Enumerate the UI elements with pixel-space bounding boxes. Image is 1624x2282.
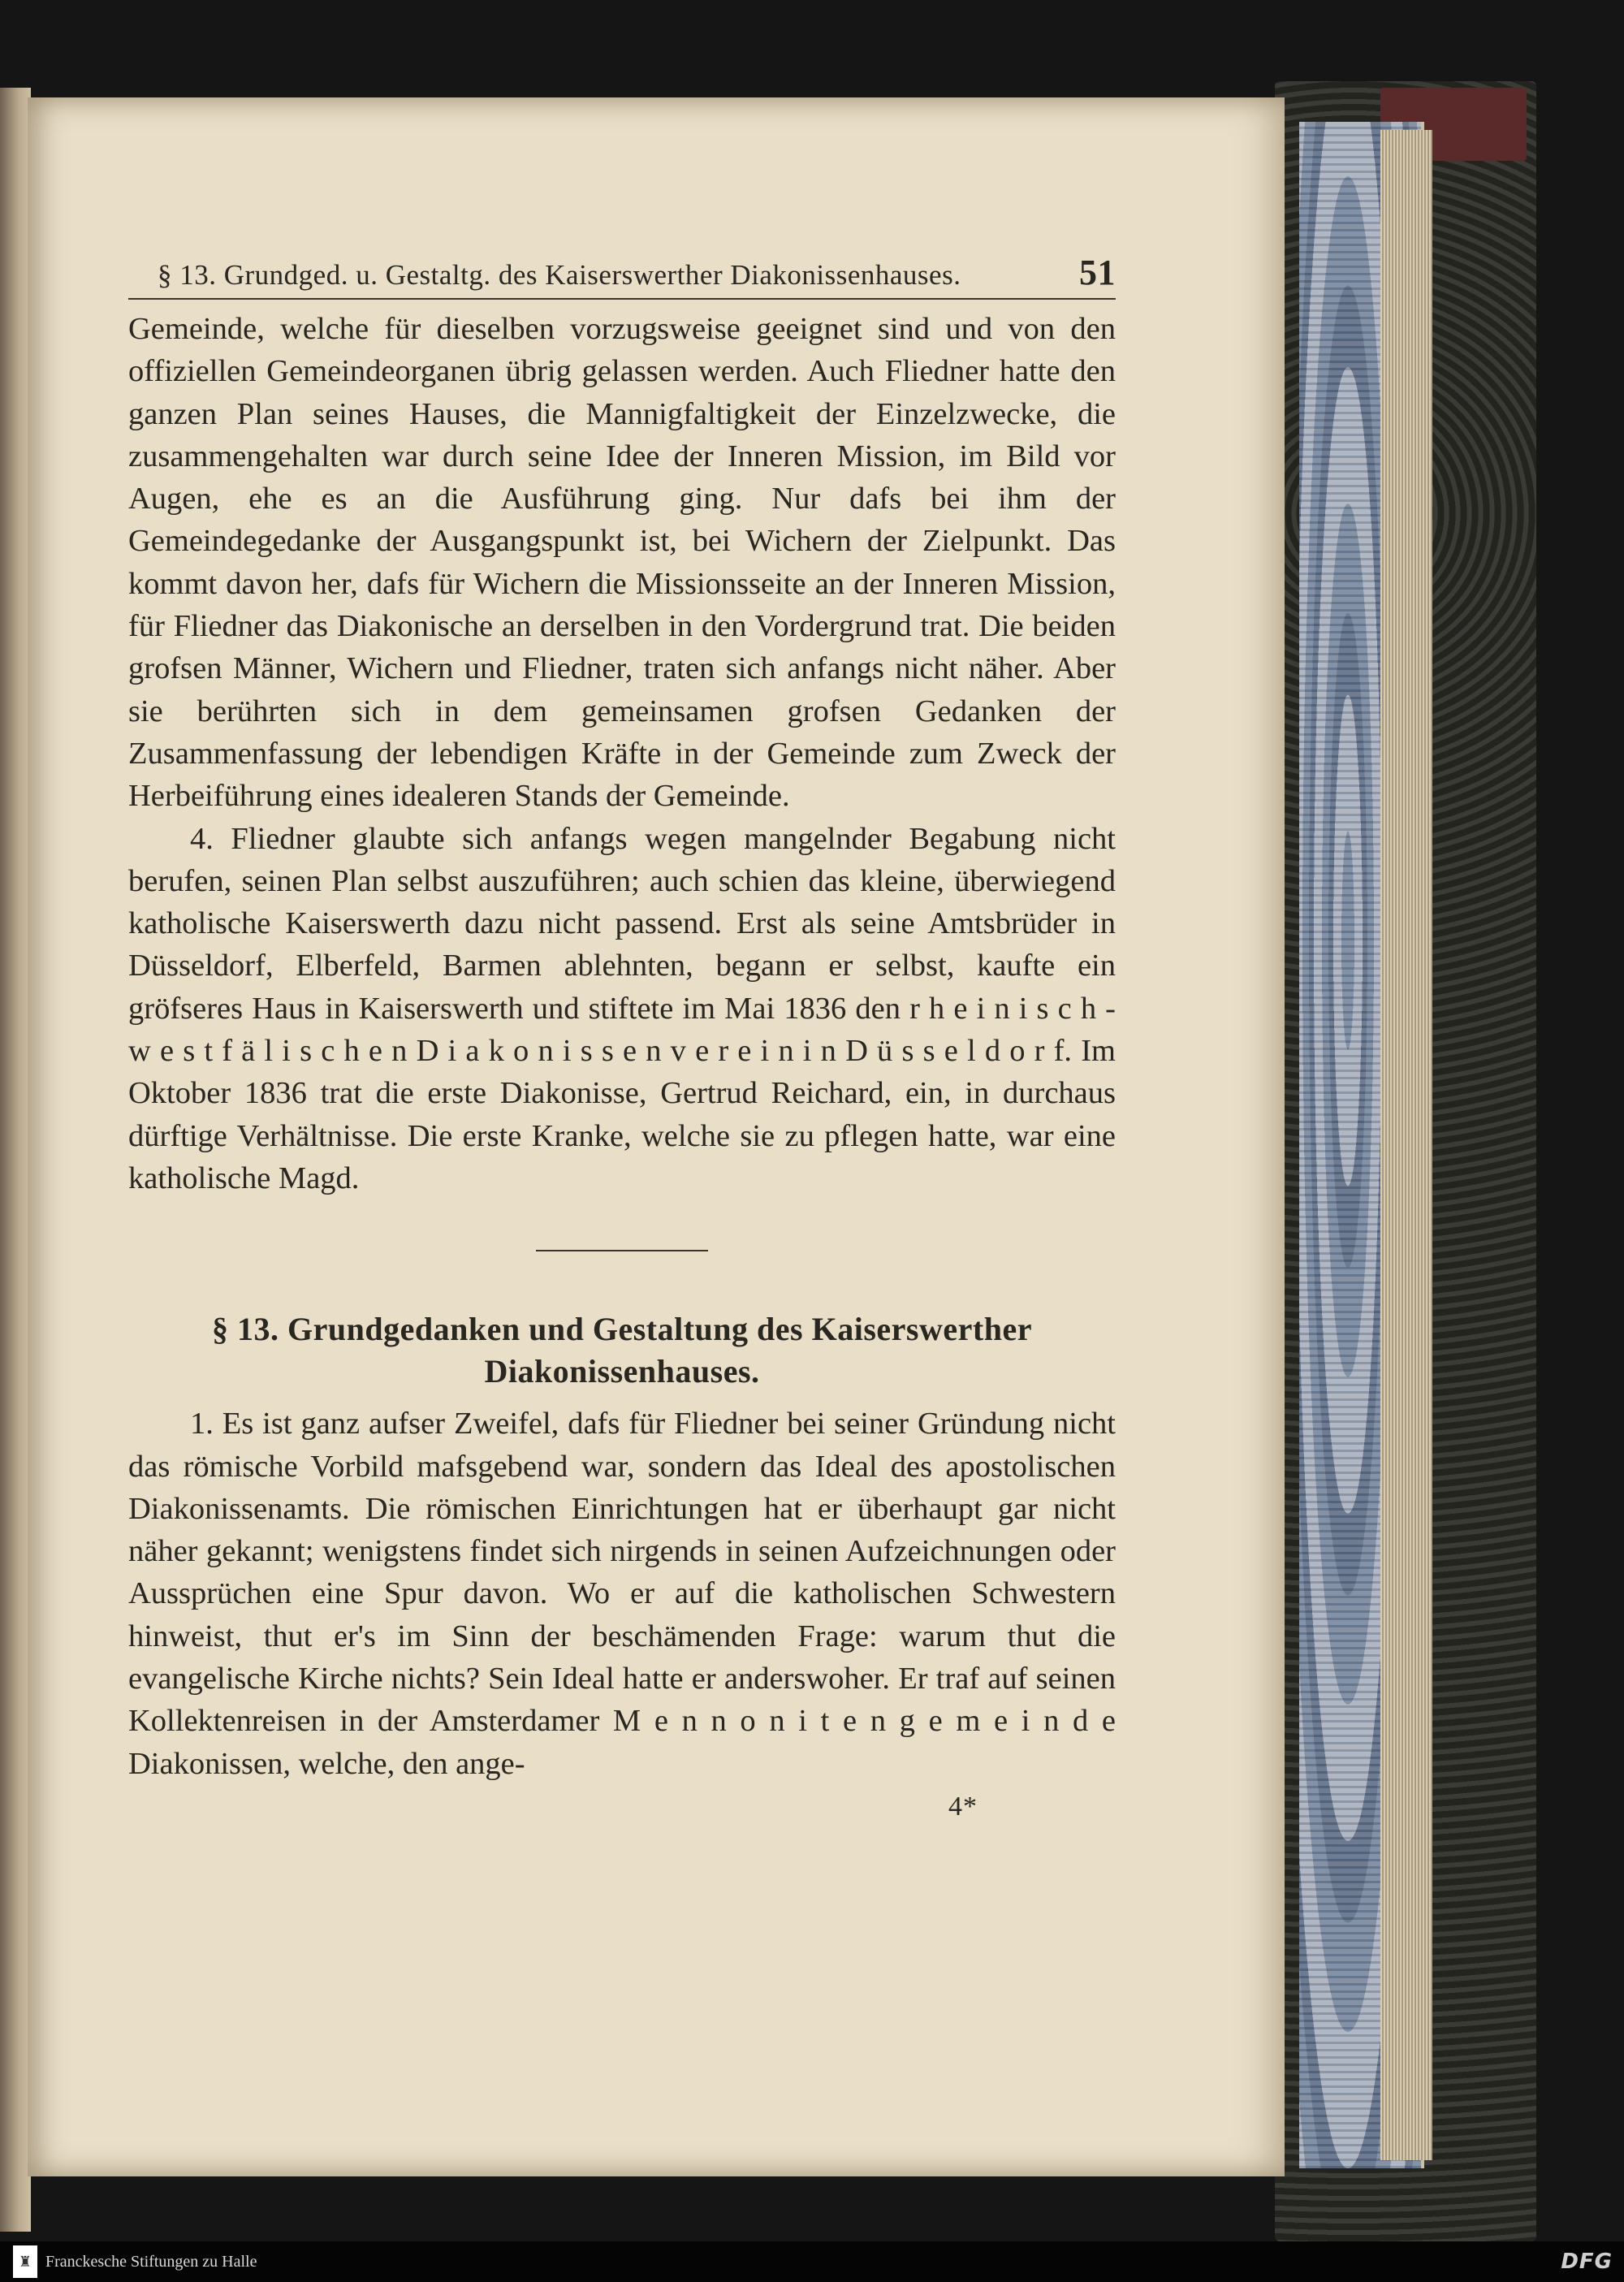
running-head <box>128 252 1116 300</box>
section-heading-line2: Diakonissenhauses. <box>484 1353 760 1390</box>
body-text-bottom <box>128 1402 1116 1785</box>
section-heading <box>128 1308 1116 1393</box>
signature-mark: 4* <box>948 1791 978 1822</box>
footer-left <box>13 2245 257 2278</box>
paragraph-1: 1. Es ist ganz aufser Zweifel, dafs für Fliedner bei seiner Gründung nicht das römische Vorbild mafsgebend war, sondern das Ideal des apostolischen Diakonissenamts. Die römischen Einrichtungen hat er überhaupt gar nicht näher gekannt; wenigstens findet sich nirgends in seinen Aufzeichnungen oder Aussprüchen eine Spur davon. Wo er auf die katholischen Schwestern hinweist, thut er's im Sinn der beschämenden Frage: warum thut die evangelische Kirche nichts? Sein Ideal hatte er anderswoher. Er traf auf seinen Kollektenreisen in der Amsterdamer M e n n o n i t e n g e m e i n d e Diakonissen, welche, den ange- <box>128 1407 1116 1781</box>
dfg-logo: DFG <box>1561 2250 1613 2274</box>
page-stack-edge <box>1380 130 1432 2160</box>
footer-bar <box>0 2241 1624 2282</box>
institution-logo-icon: ♜ <box>13 2245 37 2278</box>
paragraph-continuation: Gemeinde, welche für dieselben vorzugsweise geeignet sind und von den offiziellen Gemeindeorganen übrig gelassen werden. Auch Fliedner hatte den ganzen Plan seines Hauses, die Mannigfaltigkeit der Einzelzwecke, die zusammengehalten war durch seine Idee der Inneren Mission, im Bild vor Augen, ehe es an die Ausführung ging. Nur dafs bei ihm der Gemeindegedanke der Ausgangspunkt ist, bei Wichern der Zielpunkt. Das kommt davon her, dafs für Wichern die Missionsseite an der Inneren Mission, für Fliedner das Diakonische an derselben in den Vordergrund trat. Die beiden grofsen Männer, Wichern und Fliedner, traten sich anfangs nicht näher. Aber sie berührten sich in dem gemeinsamen grofsen Gedanken der Zusammenfassung der lebendigen Kräfte in der Gemeinde zum Zweck der Herbeiführung eines idealeren Stands der Gemeinde. <box>128 312 1116 814</box>
paragraph-4: 4. Fliedner glaubte sich anfangs wegen mangelnder Begabung nicht berufen, seinen Plan selbst auszuführen; auch schien das kleine, überwiegend katholische Kaiserswerth dazu nicht passend. Erst als seine Amtsbrüder in Düsseldorf, Elberfeld, Barmen ablehnten, begann er selbst, kaufte ein gröfseres Haus in Kaiserswerth und stiftete im Mai 1836 den r h e i n i s c h - w e s t f ä l i s c h e n D i a k o n i s s e n v e r e i n i n D ü s s e l d o r f. Im Oktober 1836 trat die erste Diakonisse, Gertrud Reichard, ein, in durchaus dürftige Verhältnisse. Die erste Kranke, welche sie zu pflegen hatte, war eine katholische Magd. <box>128 821 1116 1195</box>
section-heading-line1: § 13. Grundgedanken und Gestaltung des Kaiserswerther <box>212 1311 1032 1348</box>
text-block <box>128 252 1116 1822</box>
body-text-top <box>128 308 1116 1199</box>
book-page <box>28 97 1285 2176</box>
page-number: 51 <box>1079 253 1116 292</box>
previous-page-edge <box>0 88 31 2232</box>
institution-name: Franckesche Stiftungen zu Halle <box>45 2252 257 2271</box>
section-divider <box>536 1250 708 1251</box>
running-title: § 13. Grundged. u. Gestaltg. des Kaiserswerther Diakonissenhauses. <box>158 259 961 291</box>
